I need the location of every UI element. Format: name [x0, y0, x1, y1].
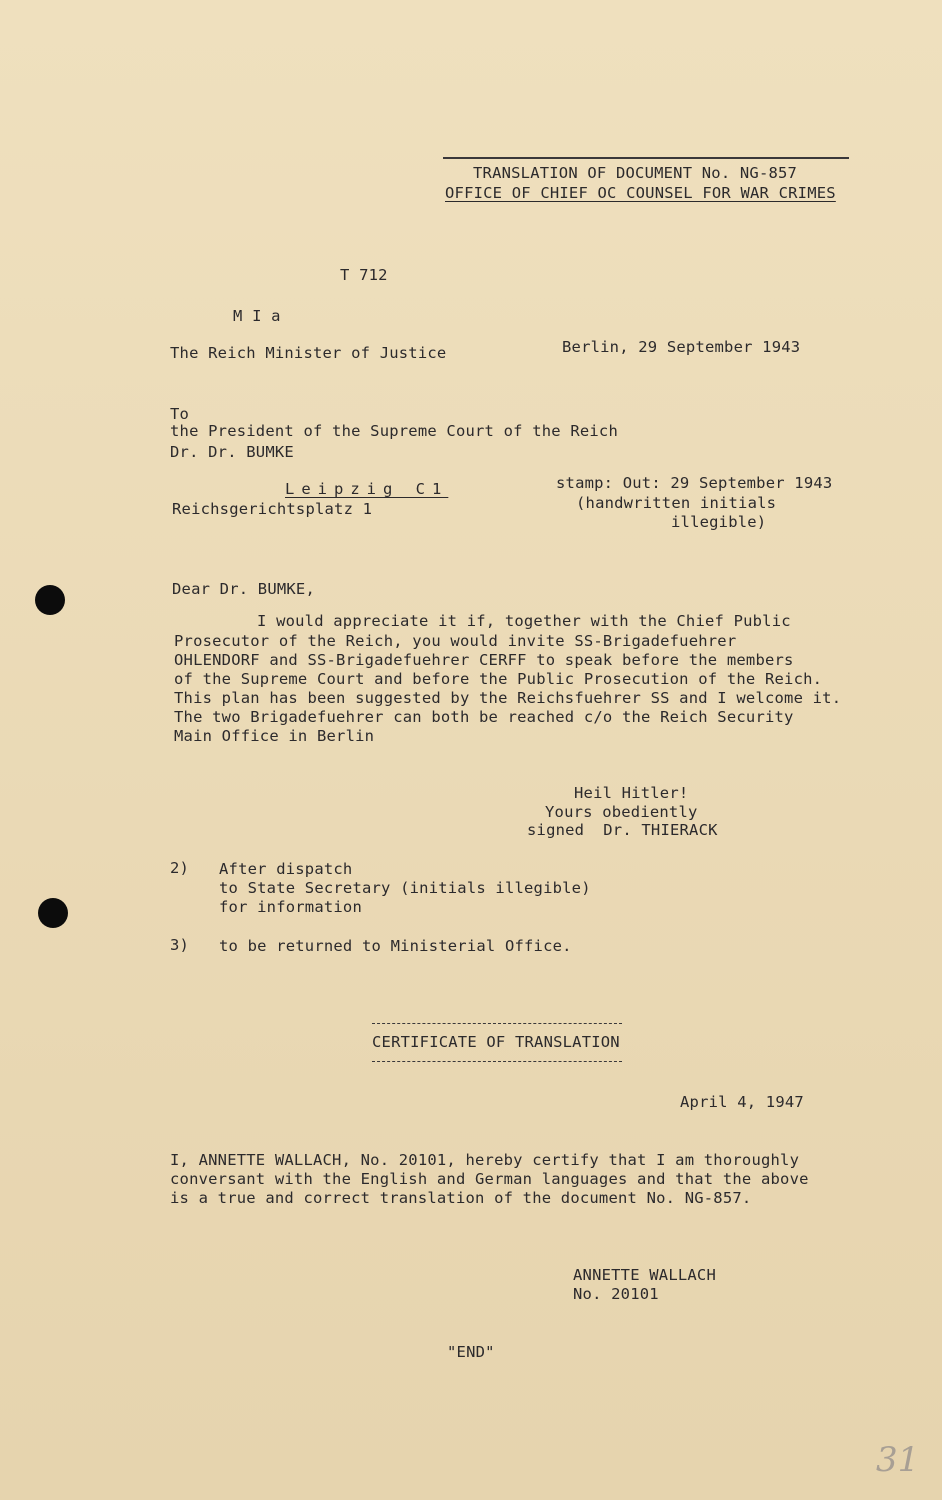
certificate-top-rule [372, 1023, 622, 1024]
header-office-line: OFFICE OF CHIEF OC COUNSEL FOR WAR CRIMES [445, 184, 836, 202]
note-2-line-2: to State Secretary (initials illegible) [219, 879, 591, 897]
body-line-2: Prosecutor of the Reich, you would invite SS-Brigadefuehrer [174, 632, 737, 650]
note-2-line-1: After dispatch [219, 860, 353, 878]
certificate-line-1: I, ANNETTE WALLACH, No. 20101, hereby certify that I am thoroughly [170, 1151, 800, 1169]
department-code: M I a [233, 307, 281, 325]
translator-name: ANNETTE WALLACH [573, 1266, 716, 1284]
stamp-line: stamp: Out: 29 September 1943 [556, 474, 833, 492]
note-3-number: 3) [170, 936, 190, 954]
closing-greeting: Heil Hitler! [574, 784, 689, 802]
page-number: 31 [876, 1440, 920, 1480]
certificate-title: CERTIFICATE OF TRANSLATION [372, 1033, 620, 1051]
stamp-initials-line: (handwritten initials [576, 494, 777, 512]
header-top-rule [443, 157, 849, 159]
body-line-6: The two Brigadefuehrer can both be reached c/o the Reich Security [174, 708, 794, 726]
note-2-line-3: for information [219, 898, 362, 916]
header-translation-line: TRANSLATION OF DOCUMENT No. NG-857 [473, 164, 798, 182]
reference-number: T 712 [340, 266, 388, 284]
certificate-line-3: is a true and correct translation of the document No. NG-857. [170, 1189, 752, 1207]
recipient-city: Leipzig C1 [285, 480, 449, 498]
recipient-to: To [170, 405, 190, 423]
recipient-title: the President of the Supreme Court of the Reich [170, 422, 618, 440]
sender: The Reich Minister of Justice [170, 344, 447, 362]
closing-signature: signed Dr. THIERACK [527, 821, 718, 839]
closing-yours: Yours obediently [545, 803, 698, 821]
salutation: Dear Dr. BUMKE, [172, 580, 315, 598]
recipient-street: Reichsgerichtsplatz 1 [172, 500, 373, 518]
certificate-date: April 4, 1947 [680, 1093, 804, 1111]
note-3-line-1: to be returned to Ministerial Office. [219, 937, 572, 955]
stamp-illegible-line: illegible) [671, 513, 767, 531]
body-line-7: Main Office in Berlin [174, 727, 375, 745]
punch-hole-top [35, 585, 65, 615]
punch-hole-bottom [38, 898, 68, 928]
body-line-3: OHLENDORF and SS-Brigadefuehrer CERFF to speak before the members [174, 651, 794, 669]
certificate-bottom-rule [372, 1061, 622, 1062]
body-line-5: This plan has been suggested by the Reichsfuehrer SS and I welcome it. [174, 689, 842, 707]
note-2-number: 2) [170, 859, 190, 877]
place-date: Berlin, 29 September 1943 [562, 338, 801, 356]
end-mark: "END" [447, 1343, 495, 1361]
recipient-name: Dr. Dr. BUMKE [170, 443, 294, 461]
body-line-4: of the Supreme Court and before the Public Prosecution of the Reich. [174, 670, 823, 688]
translator-number: No. 20101 [573, 1285, 659, 1303]
certificate-line-2: conversant with the English and German languages and that the above [170, 1170, 809, 1188]
body-line-1: I would appreciate it if, together with the Chief Public [257, 612, 791, 630]
